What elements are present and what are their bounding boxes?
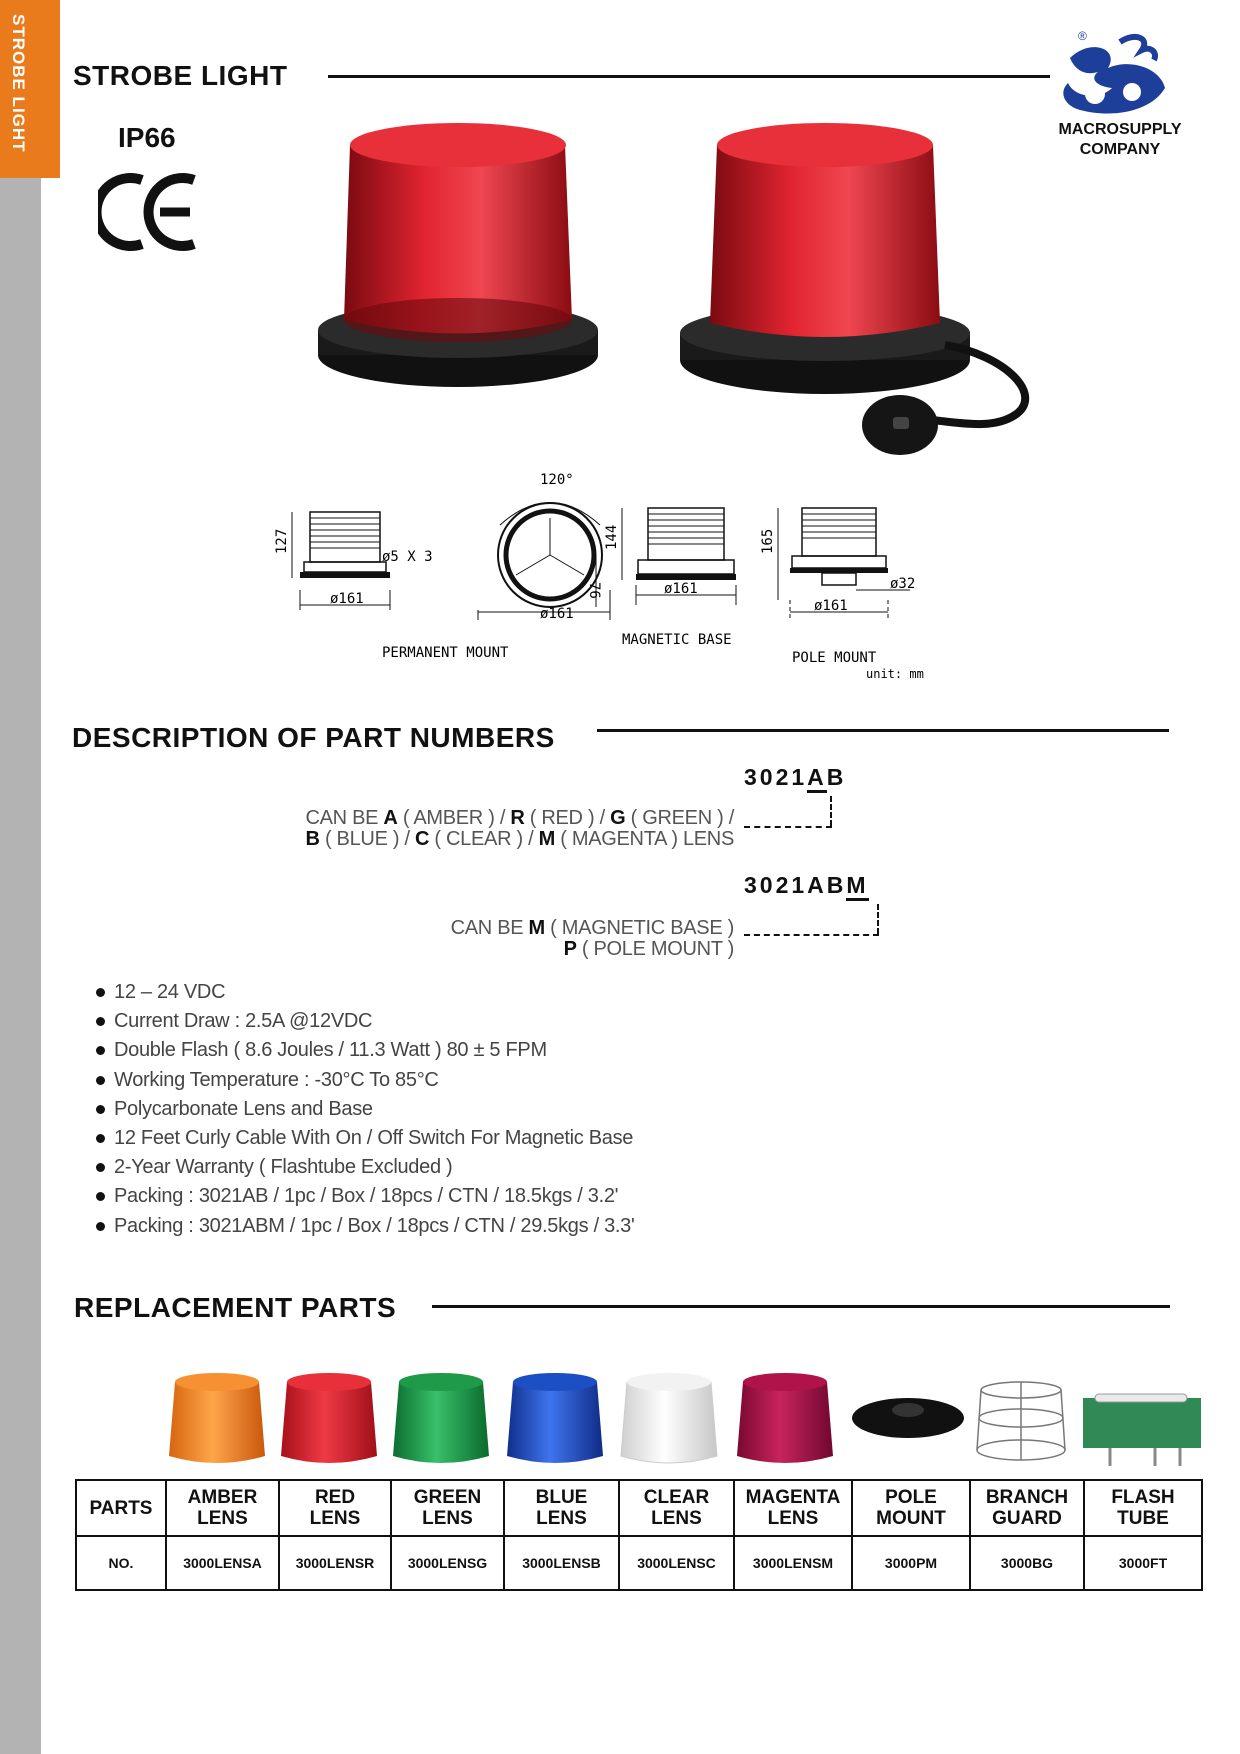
- pole-height: 165: [760, 528, 776, 554]
- section-tab: [0, 0, 60, 178]
- green-lens-image: [393, 1373, 489, 1463]
- spec-item: Polycarbonate Lens and Base: [92, 1095, 635, 1124]
- blue-lens-image: [507, 1373, 603, 1463]
- branch-guard-image: [977, 1382, 1065, 1460]
- part-number-cell: 3000LENSM: [734, 1536, 852, 1590]
- pole-tube-diameter: ø32: [890, 576, 916, 592]
- top-view-diameter: ø161: [540, 606, 574, 622]
- part-number-cell: 3000LENSB: [504, 1536, 619, 1590]
- logo-icon: [1050, 28, 1180, 123]
- pole-caption: POLE MOUNT: [792, 650, 877, 666]
- part-number-cell: 3000PM: [852, 1536, 970, 1590]
- title-rule: [328, 75, 1050, 78]
- spec-item: 12 – 24 VDC: [92, 978, 635, 1007]
- pn1-leader-horizontal: [744, 826, 832, 828]
- replacement-parts-table: [75, 1479, 1203, 1591]
- company-logo: [1050, 28, 1180, 128]
- amber-lens-image: [169, 1373, 265, 1463]
- spec-item: Packing : 3021AB / 1pc / Box / 18pcs / CTN / 18.5kgs / 3.2': [92, 1182, 635, 1211]
- magnetic-base-drawing: [604, 508, 736, 648]
- spec-item: Current Draw : 2.5A @12VDC: [92, 1007, 635, 1036]
- part-name-cell: FLASH TUBE: [1084, 1480, 1202, 1536]
- part-number-2: 3021ABM: [744, 872, 869, 899]
- part-number-cell: 3000LENSG: [391, 1536, 504, 1590]
- permanent-caption: PERMANENT MOUNT: [382, 645, 509, 661]
- registered-mark: ®: [1078, 29, 1087, 43]
- strobe-permanent-photo: [310, 115, 610, 400]
- company-name-line2: COMPANY: [1079, 141, 1161, 158]
- part-number-cell: 3000LENSA: [166, 1536, 279, 1590]
- description-title: DESCRIPTION OF PART NUMBERS: [72, 722, 555, 753]
- spec-item: 12 Feet Curly Cable With On / Off Switch For Magnetic Base: [92, 1124, 635, 1153]
- part-name-cell: BRANCH GUARD: [970, 1480, 1084, 1536]
- sidebar-strip: [0, 0, 41, 1754]
- pole-mount-drawing: [760, 508, 924, 681]
- strobe-magnetic-photo: [675, 115, 1050, 460]
- permanent-height: 127: [274, 528, 290, 554]
- flash-tube-image: [1083, 1394, 1201, 1466]
- top-view-angle: 120°: [540, 472, 574, 488]
- company-name: [1040, 120, 1200, 160]
- permanent-mount-drawing: [274, 512, 509, 661]
- unit-note: unit: mm: [866, 667, 924, 681]
- page-title: STROBE LIGHT: [73, 60, 288, 91]
- magnetic-height: 144: [604, 524, 620, 550]
- part-number-cell: 3000LENSC: [619, 1536, 734, 1590]
- parts-row-label: PARTS: [76, 1480, 166, 1536]
- dimension-drawings: [270, 460, 1030, 685]
- pn2-leader-horizontal: [744, 934, 879, 936]
- section-tab-label: STROBE LIGHT: [9, 14, 28, 153]
- replacement-parts-images: [165, 1370, 1205, 1470]
- ip-rating: IP66: [118, 122, 176, 153]
- part-number-1: 3021AB: [744, 764, 846, 791]
- part-name-cell: POLE MOUNT: [852, 1480, 970, 1536]
- magnetic-diameter: ø161: [664, 581, 698, 597]
- replacement-title: REPLACEMENT PARTS: [74, 1292, 397, 1323]
- part-number-cell: 3000FT: [1084, 1536, 1202, 1590]
- spec-item: Working Temperature : -30°C To 85°C: [92, 1066, 635, 1095]
- top-view-drawing: [382, 472, 610, 622]
- top-view-offset: 76: [586, 582, 602, 599]
- spec-item: 2-Year Warranty ( Flashtube Excluded ): [92, 1153, 635, 1182]
- pn2-leader-vertical: [877, 904, 879, 934]
- magnetic-caption: MAGNETIC BASE: [622, 632, 732, 648]
- clear-lens-image: [621, 1373, 717, 1463]
- part-name-cell: RED LENS: [279, 1480, 391, 1536]
- pole-mount-image: [852, 1398, 964, 1438]
- part-name-cell: BLUE LENS: [504, 1480, 619, 1536]
- table-row: [76, 1480, 1202, 1536]
- part-name-cell: AMBER LENS: [166, 1480, 279, 1536]
- spec-item: Packing : 3021ABM / 1pc / Box / 18pcs / CTN / 29.5kgs / 3.3': [92, 1212, 635, 1241]
- table-row: [76, 1536, 1202, 1590]
- ce-mark-graphic: [98, 172, 203, 252]
- replacement-rule: [432, 1305, 1170, 1308]
- spec-item: Double Flash ( 8.6 Joules / 11.3 Watt ) 80 ± 5 FPM: [92, 1036, 635, 1065]
- part-number-cell: 3000BG: [970, 1536, 1084, 1590]
- red-lens-image: [281, 1373, 377, 1463]
- part-name-cell: MAGENTA LENS: [734, 1480, 852, 1536]
- pn2-description: CAN BE M ( MAGNETIC BASE ) P ( POLE MOUNT ): [450, 917, 734, 960]
- description-rule: [597, 729, 1169, 732]
- ce-mark: [98, 172, 203, 257]
- part-name-cell: CLEAR LENS: [619, 1480, 734, 1536]
- pole-diameter: ø161: [814, 598, 848, 614]
- number-row-label: NO.: [76, 1536, 166, 1590]
- magenta-lens-image: [737, 1373, 833, 1463]
- top-view-holes: ø5 X 3: [382, 549, 433, 565]
- part-name-cell: GREEN LENS: [391, 1480, 504, 1536]
- permanent-diameter: ø161: [330, 591, 364, 607]
- pn1-leader-vertical: [830, 796, 832, 826]
- company-name-line1: MACROSUPPLY: [1058, 121, 1182, 138]
- spec-list: [92, 978, 635, 1241]
- part-number-cell: 3000LENSR: [279, 1536, 391, 1590]
- pn1-description: CAN BE A ( AMBER ) / R ( RED ) / G ( GREEN ) / B ( BLUE ) / C ( CLEAR ) / M ( MAGENTA ) LENS: [305, 807, 734, 850]
